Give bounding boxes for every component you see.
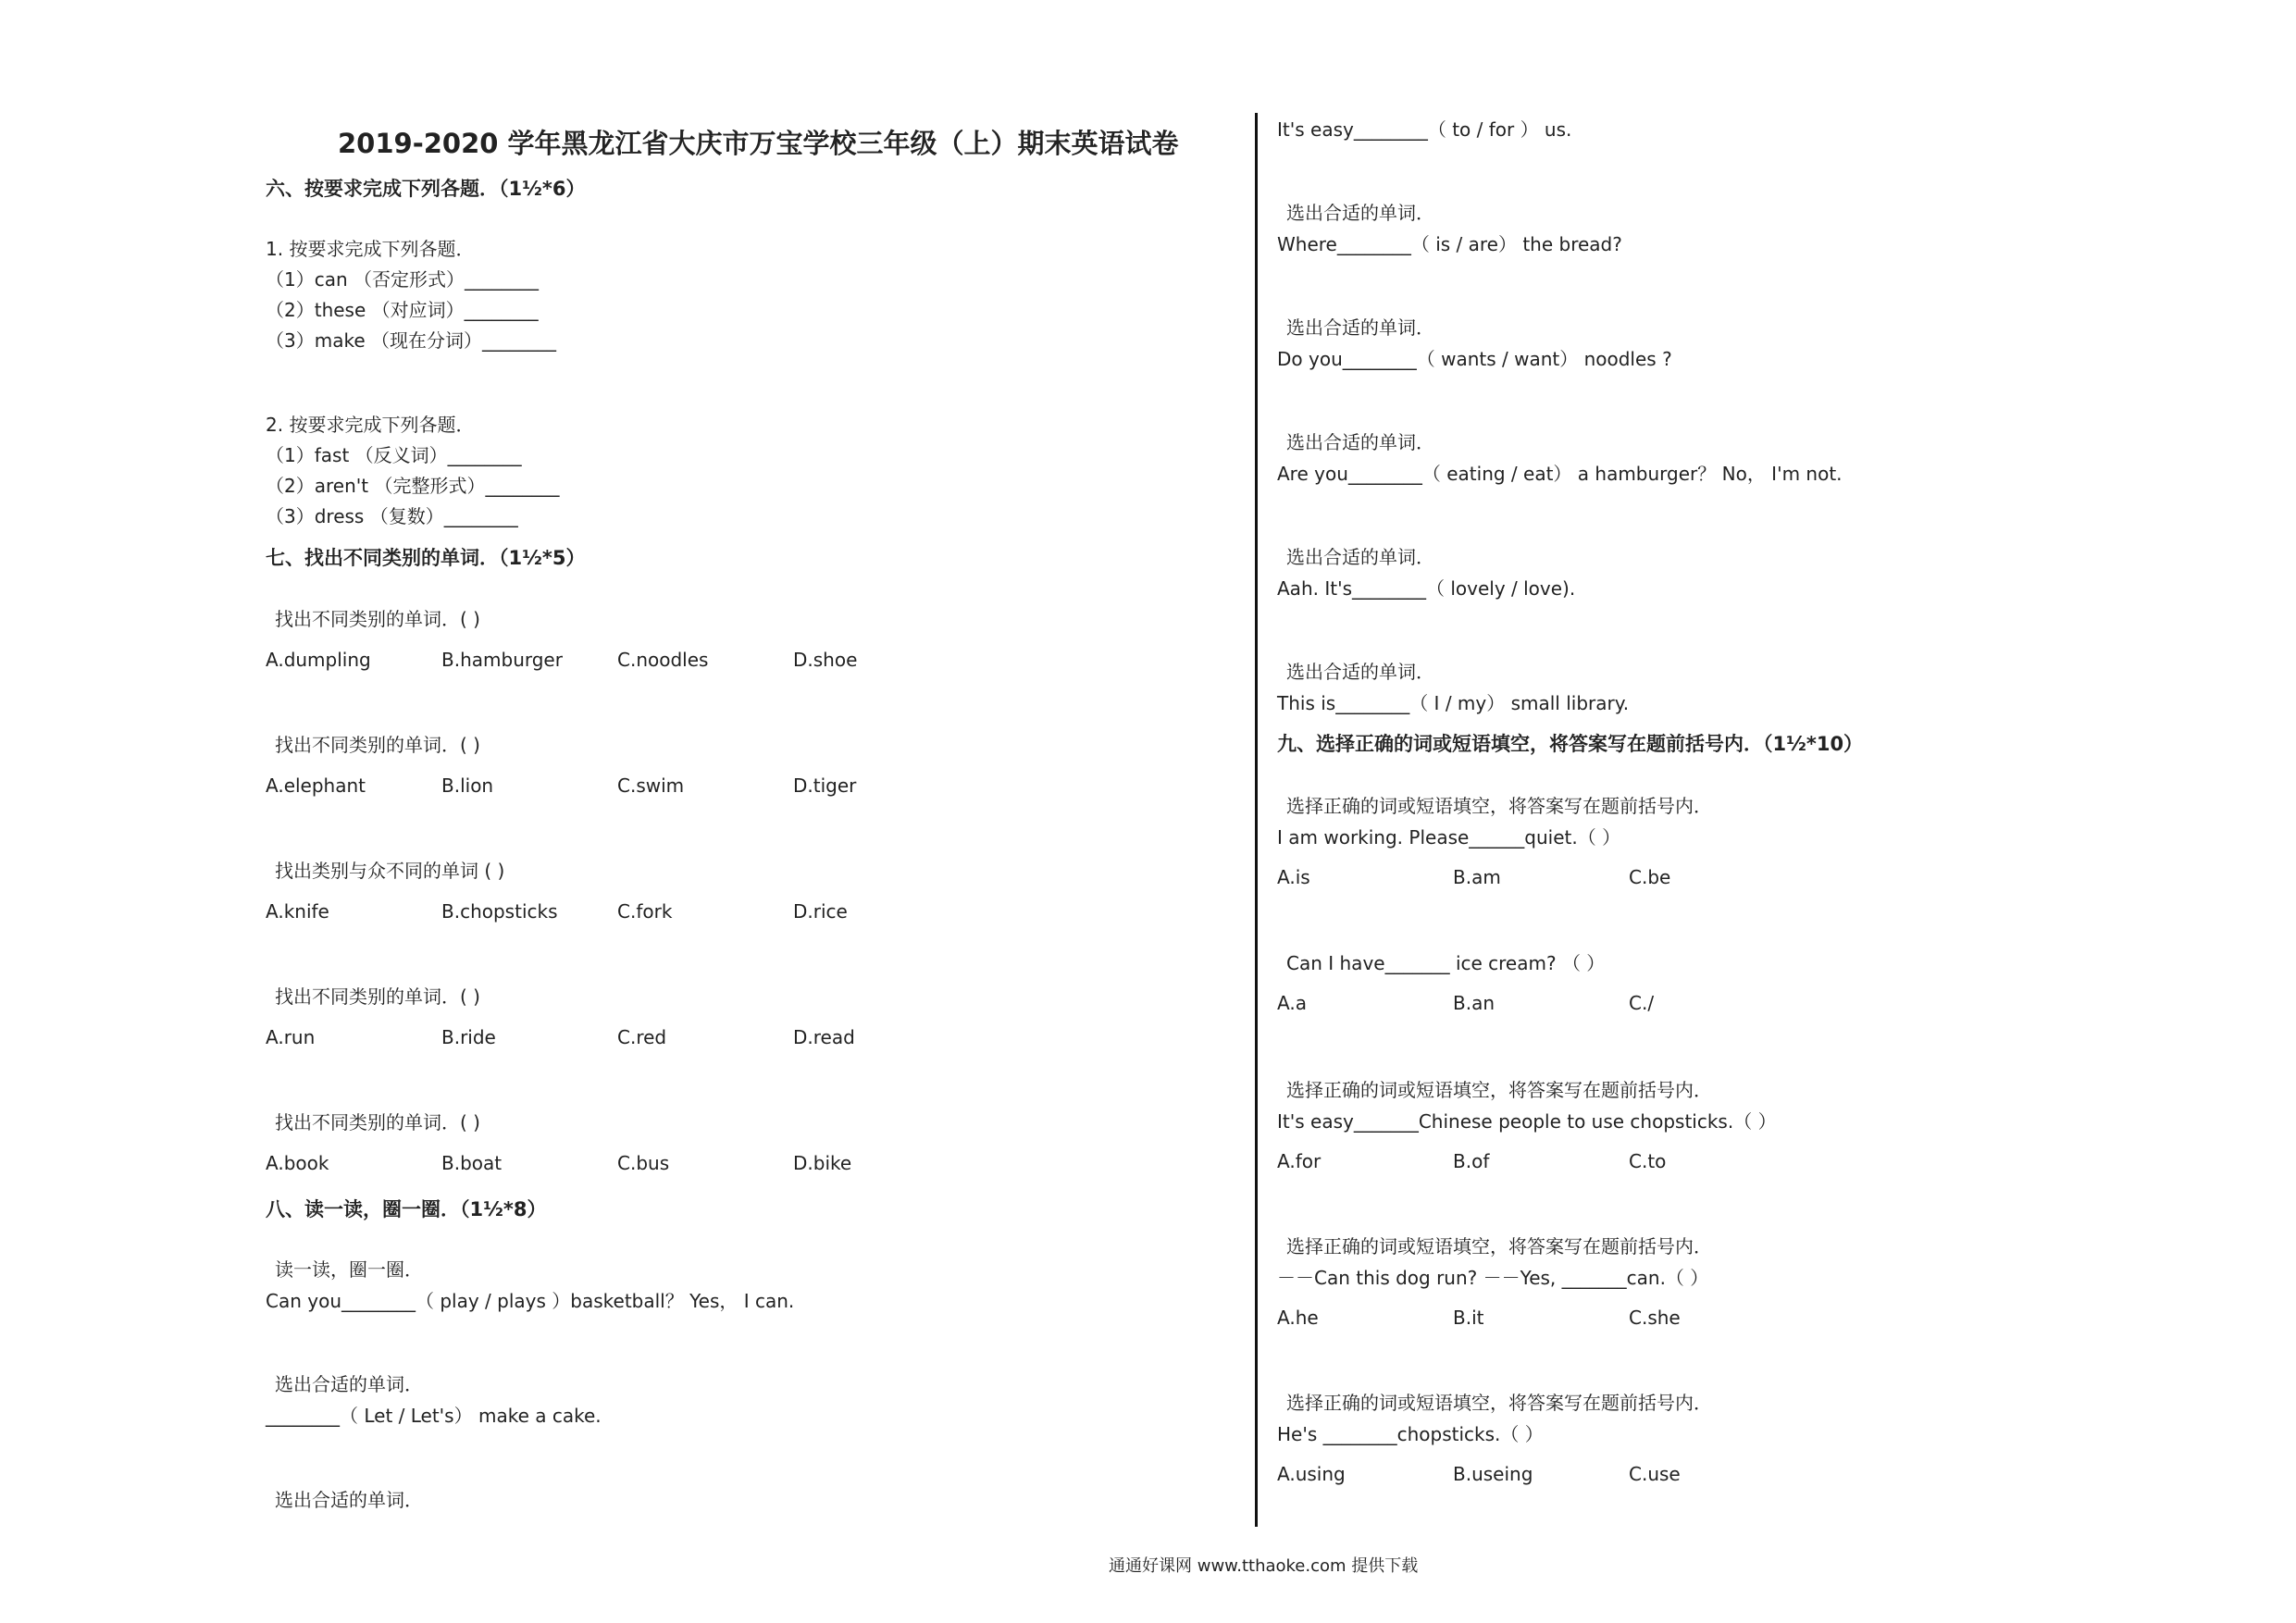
s9-q3-option-a: A.for [1277,1150,1322,1172]
s6-q1-line-1: （1）can （否定形式）________ [266,268,540,291]
s7-q2-option-d: D.tiger [793,774,857,797]
s8-q7-stem: 选出合适的单词． [1286,546,1434,568]
section-8-heading: 八、读一读，圈一圈．（1½*8） [266,1198,547,1220]
s9-q2-option-a: A.a [1277,992,1307,1014]
s7-q2-stem: 找出不同类别的单词．( ) [275,734,480,756]
s8-q1-text: Can you________（ play / plays ）basketball？ Yes， I can. [266,1290,795,1312]
s7-q4-stem: 找出不同类别的单词．( ) [275,985,480,1008]
s7-q5-option-c: C.bus [617,1152,670,1174]
s7-q5-stem: 找出不同类别的单词．( ) [275,1111,480,1134]
s8-q3-text: It's easy________（ to / for ） us. [1277,118,1572,141]
s7-q5-option-a: A.book [266,1152,329,1174]
s7-q3-option-d: D.rice [793,900,848,923]
s9-q3-text: It's easy_______Chinese people to use chopsticks.（ ） [1277,1110,1777,1133]
s8-q6-stem: 选出合适的单词． [1286,431,1434,453]
s6-q1-line-3: （3）make （现在分词）________ [266,329,556,352]
s9-q1-stem: 选择正确的词或短语填空，将答案写在题前括号内． [1286,795,1712,817]
s8-q5-stem: 选出合适的单词． [1286,316,1434,339]
s7-q1-stem: 找出不同类别的单词．( ) [275,608,480,630]
s8-q7-text: Aah. It's________（ lovely / love). [1277,577,1576,600]
page-footer: 通通好课网 www.tthaoke.com 提供下载 [1109,1556,1419,1576]
s8-q2-text: ________（ Let / Let's） make a cake. [266,1405,602,1427]
s9-q3-stem: 选择正确的词或短语填空，将答案写在题前括号内． [1286,1079,1712,1101]
s7-q3-option-c: C.fork [617,900,673,923]
s8-q3-stem: 选出合适的单词． [275,1489,423,1511]
s6-q2-line-1: （1）fast （反义词）________ [266,444,522,466]
s8-q4-stem: 选出合适的单词． [1286,202,1434,224]
s8-q1-stem: 读一读，圈一圈． [275,1258,423,1281]
s7-q4-option-a: A.run [266,1026,316,1048]
s9-q5-stem: 选择正确的词或短语填空，将答案写在题前括号内． [1286,1392,1712,1414]
s6-q1-stem: 1. 按要求完成下列各题． [266,238,475,260]
s9-q5-option-b: B.useing [1453,1463,1533,1485]
s9-q4-option-c: C.she [1629,1307,1681,1329]
s9-q2-option-c: C./ [1629,992,1655,1014]
s9-q5-text: He's ________chopsticks.（ ） [1277,1423,1544,1445]
s9-q4-option-b: B.it [1453,1307,1484,1329]
s8-q5-text: Do you________（ wants / want） noodles ? [1277,348,1672,370]
section-6-heading: 六、按要求完成下列各题．（1½*6） [266,178,586,200]
s7-q5-option-d: D.bike [793,1152,852,1174]
s9-q1-option-a: A.is [1277,866,1310,888]
s8-q8-text: This is________（ I / my） small library. [1277,692,1630,714]
s6-q2-line-3: （3）dress （复数）________ [266,505,518,527]
s9-q3-option-b: B.of [1453,1150,1490,1172]
s9-q2-option-b: B.an [1453,992,1496,1014]
s9-q5-option-a: A.using [1277,1463,1346,1485]
s7-q1-option-d: D.shoe [793,649,858,671]
s7-q4-option-b: B.ride [441,1026,496,1048]
s9-q1-option-c: C.be [1629,866,1671,888]
s9-q4-option-a: A.he [1277,1307,1319,1329]
page-title: 2019-2020 学年黑龙江省大庆市万宝学校三年级（上）期末英语试卷 [338,128,1179,159]
s7-q2-option-a: A.elephant [266,774,366,797]
s7-q1-option-b: B.hamburger [441,649,563,671]
section-7-heading: 七、找出不同类别的单词．（1½*5） [266,547,586,569]
s7-q1-option-c: C.noodles [617,649,709,671]
s7-q3-option-a: A.knife [266,900,329,923]
s7-q4-option-d: D.read [793,1026,855,1048]
s7-q4-option-c: C.red [617,1026,667,1048]
s7-q5-option-b: B.boat [441,1152,503,1174]
s6-q2-stem: 2. 按要求完成下列各题． [266,414,475,436]
s7-q3-stem: 找出类别与众不同的单词 ( ) [275,860,505,882]
s9-q1-text: I am working. Please______quiet.（ ） [1277,826,1621,849]
s9-q2-text: Can I have_______ ice cream? （ ） [1286,952,1606,974]
s9-q3-option-c: C.to [1629,1150,1667,1172]
s9-q5-option-c: C.use [1629,1463,1681,1485]
s7-q3-option-b: B.chopsticks [441,900,558,923]
s8-q8-stem: 选出合适的单词． [1286,661,1434,683]
s7-q1-option-a: A.dumpling [266,649,371,671]
s7-q2-option-c: C.swim [617,774,685,797]
s9-q4-stem: 选择正确的词或短语填空，将答案写在题前括号内． [1286,1235,1712,1258]
s6-q2-line-2: （2）aren't （完整形式）________ [266,475,560,497]
s8-q4-text: Where________（ is / are） the bread? [1277,233,1622,255]
s8-q6-text: Are you________（ eating / eat） a hamburger？ No， I'm not. [1277,463,1843,485]
s9-q1-option-b: B.am [1453,866,1501,888]
s7-q2-option-b: B.lion [441,774,494,797]
section-9-heading: 九、选择正确的词或短语填空，将答案写在题前括号内．（1½*10） [1277,733,1864,755]
s9-q4-text: －－Can this dog run? －－Yes, _______can.（ ） [1277,1267,1709,1289]
s6-q1-line-2: （2）these （对应词）________ [266,299,539,321]
s8-q2-stem: 选出合适的单词． [275,1373,423,1395]
column-divider [1255,113,1258,1527]
